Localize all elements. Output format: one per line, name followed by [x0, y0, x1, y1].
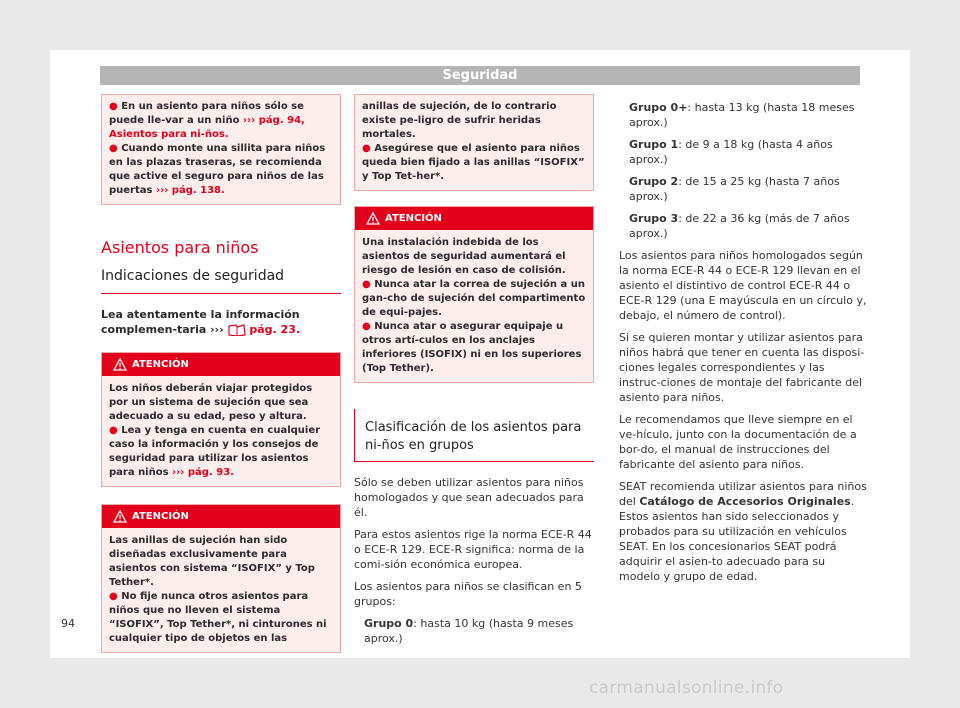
group-item [629, 100, 869, 130]
group-name: Grupo 1 [629, 138, 679, 151]
group-desc: : hasta 10 kg (hasta 9 meses aprox.) [364, 617, 574, 645]
group-name: Grupo 0 [364, 617, 414, 630]
lead-text [101, 307, 341, 337]
note-text: En un asiento para niños sólo se puede lle-var a un niño [109, 101, 304, 126]
warning-triangle-icon [366, 212, 380, 225]
note-text: Cuando monte una sillita para niños en las plazas traseras, se recomienda que active el seguro para niños de las puertas [109, 143, 326, 196]
column-3 [619, 100, 869, 591]
header-title: Seguridad [442, 68, 518, 83]
section-title: Asientos para niños [101, 238, 259, 257]
warning-triangle-icon [113, 510, 127, 523]
warning-body [355, 230, 593, 382]
paragraph-text: . Estos asientos han sido seleccionados y probados para su utilización en vehículos SEAT. En los concesionarios SEAT podrá adquirir el asien-to adecuado para su modelo y grupo de edad. [619, 495, 855, 583]
warning-bullet [362, 278, 586, 320]
page-number: 94 [61, 617, 75, 630]
paragraph: Los asientos para niños homologados según la norma ECE-R 44 o ECE-R 129 llevan en el asiento el distintivo de control ECE-R 44 o ECE-R 129 (una E mayúscula en un círculo y, debajo, el número de control). [619, 249, 867, 322]
bullet-icon: ● [109, 425, 118, 436]
warning-intro: Una instalación indebida de los asientos de seguridad aumentará el riesgo de lesión en caso de colisión. [362, 237, 566, 276]
group-desc: : de 9 a 18 kg (hasta 4 años aprox.) [629, 138, 833, 166]
warning-bullet-text: No fije nunca otros asientos para niños que no lleven el sistema “ISOFIX”, Top Tether*, ni cinturones ni cualquier tipo de objetos en las [109, 591, 327, 644]
warning-box-2 [101, 504, 341, 653]
group-item [629, 211, 869, 241]
watermark: carmanualsonline.info [589, 678, 784, 698]
paragraph: Si se quieren montar y utilizar asientos para niños habrá que tener en cuenta las disposi-ciones legales correspondientes y las instruc-ciones de montaje del fabricante del asiento para niños. [619, 331, 865, 404]
group-item [364, 616, 594, 646]
body-text [619, 100, 869, 584]
continued-bullet [362, 142, 586, 184]
group-item [629, 137, 869, 167]
warning-body [102, 376, 340, 486]
warning-bullet [109, 424, 333, 480]
warning-bullet-text: Nunca atar o asegurar equipaje u otros artí-culos en los anclajes inferiores (ISOFIX) ni en los superiores (Top Tether). [362, 321, 582, 374]
bullet-icon: ● [362, 321, 371, 332]
bullet-icon: ● [362, 279, 371, 290]
warning-label: ATENCIÓN [132, 359, 189, 370]
bullet-icon: ● [362, 143, 371, 154]
warning-header [102, 353, 340, 376]
book-icon [228, 324, 246, 336]
warning-bullet-text: Lea y tenga en cuenta en cualquier caso la información y los consejos de seguridad para utilizar los asientos para niños [109, 425, 321, 478]
warning-triangle-icon [113, 358, 127, 371]
page-reference-link[interactable]: ››› pág. 93. [172, 467, 234, 478]
group-desc: : de 22 a 36 kg (más de 7 años aprox.) [629, 212, 850, 240]
section-title: Clasificación de los asientos para ni-ños en grupos [354, 409, 594, 462]
page-reference-link[interactable]: pág. 23. [249, 323, 301, 336]
paragraph: Le recomendamos que lleve siempre en el ve-hículo, junto con la documentación de a bor-do, el manual de instrucciones del fabricante del asiento para niños. [619, 413, 857, 471]
group-desc: : de 15 a 25 kg (hasta 7 años aprox.) [629, 175, 840, 203]
group-name: Grupo 3 [629, 212, 679, 225]
catalog-name: Catálogo de Accesorios Originales [639, 495, 851, 508]
body-text [354, 475, 594, 646]
page-reference-link[interactable]: ››› pág. 138. [155, 185, 225, 196]
note-item-2 [109, 142, 333, 198]
paragraph [619, 479, 869, 584]
column-1 [101, 94, 341, 653]
note-item-1 [109, 100, 333, 142]
warning-intro: Las anillas de sujeción han sido diseñadas exclusivamente para asientos con sistema “ISOFIX” y Top Tether*. [109, 535, 315, 588]
subsection-title: Indicaciones de seguridad [101, 267, 341, 294]
note-box [101, 94, 341, 205]
manual-page [50, 50, 910, 658]
continued-text: anillas de sujeción, de lo contrario existe pe-ligro de sufrir heridas mortales. [362, 101, 557, 140]
bullet-icon: ● [109, 591, 118, 602]
bullet-icon: ● [109, 143, 118, 154]
warning-label: ATENCIÓN [132, 511, 189, 522]
warning-label: ATENCIÓN [385, 213, 442, 224]
bullet-icon: ● [109, 101, 118, 112]
lead-text-body: Lea atentamente la información complemen-taria ››› [101, 308, 300, 336]
continued-bullet-text: Asegúrese que el asiento para niños queda bien fijado a las anillas “ISOFIX” y Top Tet-her*. [362, 143, 585, 182]
paragraph: Para estos asientos rige la norma ECE-R 44 o ECE-R 129. ECE-R significa: norma de la comi-sión económica europea. [354, 528, 592, 571]
warning-intro: Los niños deberán viajar protegidos por un sistema de sujeción que sea adecuado a su edad, peso y altura. [109, 383, 313, 422]
warning-box-3 [354, 206, 594, 383]
page-header [100, 66, 860, 85]
paragraph: Los asientos para niños se clasifican en 5 grupos: [354, 580, 582, 608]
group-desc: : hasta 13 kg (hasta 18 meses aprox.) [629, 101, 855, 129]
continued-warning-box [354, 94, 594, 191]
group-name: Grupo 2 [629, 175, 679, 188]
warning-header [355, 207, 593, 230]
page-reference-link[interactable]: ››› pág. 94, Asientos para ni-ños. [109, 115, 305, 140]
warning-bullet [109, 590, 333, 646]
paragraph-text: SEAT recomienda utilizar asientos para niños del [619, 480, 867, 508]
group-name: Grupo 0+ [629, 101, 688, 114]
warning-bullet [362, 320, 586, 376]
warning-body [102, 528, 340, 652]
warning-bullet-text: Nunca atar la correa de sujeción a un gan-cho de sujeción del compartimento de equi-pajes. [362, 279, 586, 318]
column-2 [354, 94, 594, 653]
warning-box-1 [101, 352, 341, 487]
paragraph: Sólo se deben utilizar asientos para niños homologados y que sean adecuados para él. [354, 476, 584, 519]
warning-header [102, 505, 340, 528]
group-item [629, 174, 869, 204]
